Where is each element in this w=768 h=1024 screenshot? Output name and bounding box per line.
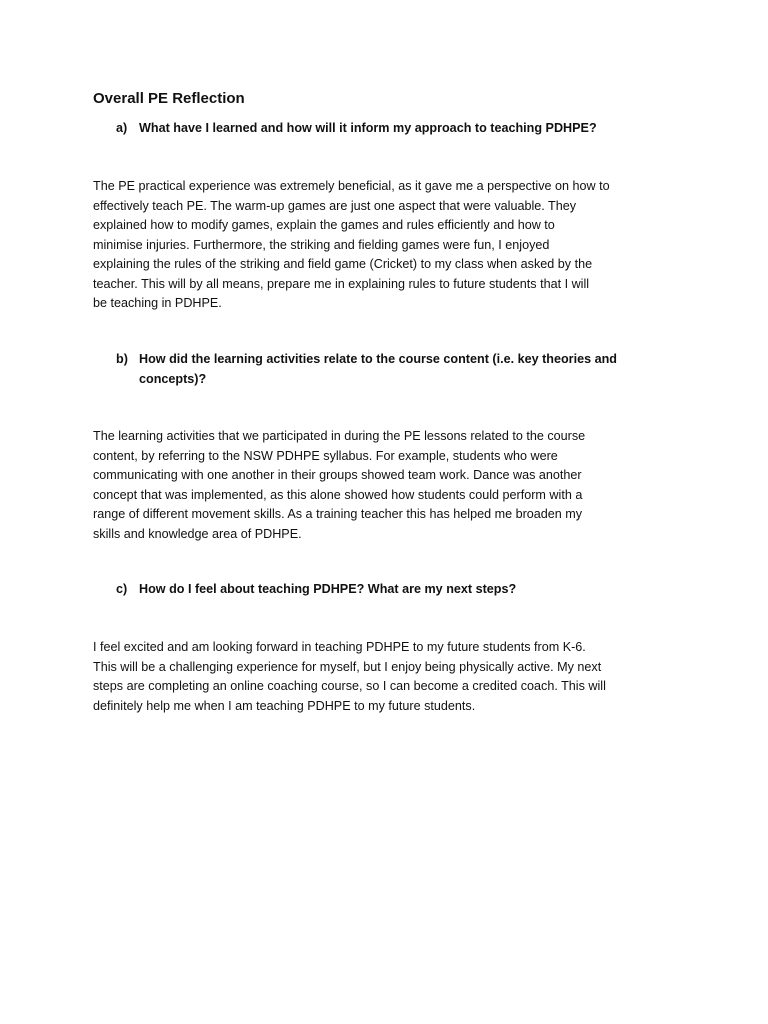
answer-c-paragraph: I feel excited and am looking forward in teaching PDHPE to my future students from K-6. This will be a challenging experience for myself, but I enjoy being physically active. My next steps are completing an online coaching course, so I can become a credited coach. This will definitely help me when I am teaching PDHPE to my future students. bbox=[93, 640, 606, 713]
page-title: Overall PE Reflection bbox=[93, 90, 245, 107]
question-b bbox=[116, 350, 676, 389]
answer-a-paragraph: The PE practical experience was extremely beneficial, as it gave me a perspective on how to effectively teach PE. The warm-up games are just one aspect that were valuable. They explained how to modify games, explain the games and rules efficiently and how to minimise injuries. Furthermore, the striking and fielding games were fun, I enjoyed explaining the rules of the striking and field game (Cricket) to my class when asked by the teacher. This will by all means, prepare me in explaining rules to future students that I will be teaching in PDHPE. bbox=[93, 179, 610, 310]
question-c-text: How do I feel about teaching PDHPE? What are my next steps? bbox=[139, 582, 517, 596]
question-a-marker: a) bbox=[116, 121, 128, 135]
question-c-marker: c) bbox=[116, 582, 128, 596]
question-c bbox=[116, 580, 676, 600]
question-b-marker: b) bbox=[116, 352, 128, 366]
question-a-text: What have I learned and how will it inform my approach to teaching PDHPE? bbox=[139, 121, 597, 135]
answer-b-paragraph: The learning activities that we participated in during the PE lessons related to the course content, by referring to the NSW PDHPE syllabus. For example, students who were communicating with one another in their groups showed team work. Dance was another concept that was implemented, as this alone showed how students could perform with a range of different movement skills. As a training teacher this has helped me broaden my skills and knowledge area of PDHPE. bbox=[93, 429, 586, 541]
question-b-text: How did the learning activities relate to the course content (i.e. key theories and concepts)? bbox=[139, 352, 617, 386]
question-a bbox=[116, 119, 676, 139]
